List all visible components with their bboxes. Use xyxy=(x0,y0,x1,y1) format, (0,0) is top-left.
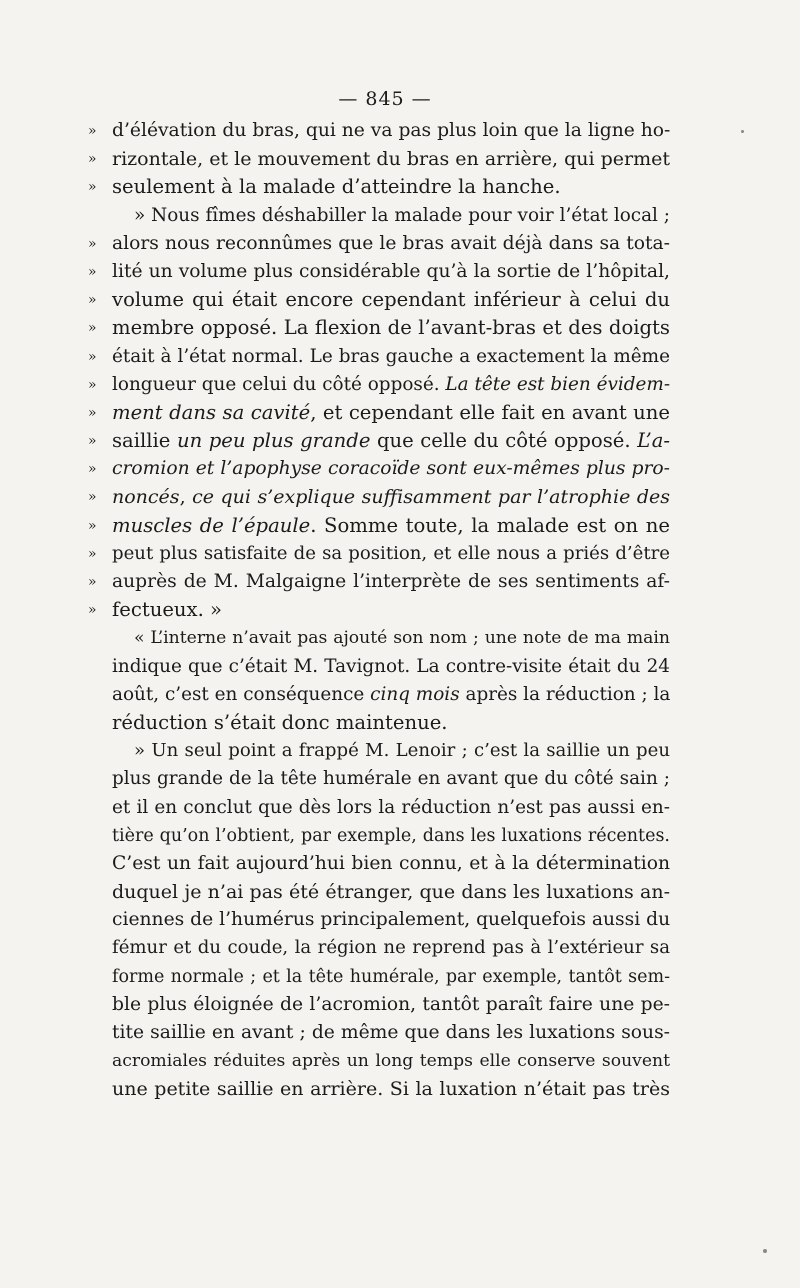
text-line xyxy=(112,794,670,822)
italic-text: ce qui s’explique suffisamment par l’atrophie des xyxy=(192,486,670,509)
italic-text: L’a- xyxy=(637,429,670,453)
text-line xyxy=(88,427,670,455)
quote-mark: » xyxy=(88,376,97,393)
quote-mark: » xyxy=(88,404,97,421)
text-run: d’élévation du bras, qui ne va pas plus loin que la ligne ho- xyxy=(112,120,671,141)
text-line xyxy=(112,878,670,906)
text-run: C’est un fait aujourd’hui bien connu, et à la détermination xyxy=(112,852,670,874)
quote-mark: » xyxy=(88,461,97,478)
text-line xyxy=(88,568,670,596)
text-line xyxy=(88,314,670,342)
text-line xyxy=(112,765,670,793)
quote-mark: » xyxy=(88,235,97,252)
quote-mark: » xyxy=(88,348,97,365)
italic-text: cinq mois xyxy=(370,683,460,705)
italic-text: cromion et l’apophyse coracoïde sont eux-mêmes plus pro- xyxy=(112,458,670,480)
quote-mark: » xyxy=(88,602,97,619)
quote-mark: » xyxy=(88,179,97,196)
text-run: rizontale, et le mouvement du bras en arrière, qui permet xyxy=(112,148,670,171)
text-line xyxy=(88,117,671,145)
text-line xyxy=(88,540,670,568)
italic-text: un peu plus grande xyxy=(176,429,371,453)
italic-text: muscles de l’épaule xyxy=(112,513,311,537)
text-run: . Somme toute, la malade est on ne xyxy=(310,513,670,537)
italic-text: ment dans sa cavité xyxy=(112,400,311,424)
text-run: acromiales réduites après un long temps elle conserve souvent xyxy=(112,1051,670,1072)
text-run: plus grande de la tête humérale en avant que du côté sain ; xyxy=(112,768,670,790)
text-line xyxy=(88,399,670,427)
text-line xyxy=(112,1075,670,1103)
text-line xyxy=(112,906,670,934)
text-run: duquel je n’ai pas été étranger, que dans les luxations an- xyxy=(112,881,670,904)
text-run: » Un seul point a frappé M. Lenoir ; c’est la saillie un peu xyxy=(134,740,670,762)
quote-mark: » xyxy=(88,263,97,280)
text-line xyxy=(112,709,670,737)
quote-mark: » xyxy=(88,489,97,506)
text-run: volume qui était encore cependant inférieur à celui du xyxy=(112,288,670,312)
text-run: une petite saillie en arrière. Si la luxation n’était pas très xyxy=(112,1078,670,1101)
text-run: seulement à la malade d’atteindre la hanche. xyxy=(112,175,561,199)
text-run: peut plus satisfaite de sa position, et elle nous a priés d’être xyxy=(112,542,670,564)
text-line xyxy=(112,822,670,850)
text-run: que celle du côté opposé. xyxy=(370,429,638,453)
text-line xyxy=(88,483,670,511)
text-line xyxy=(112,1047,670,1075)
quote-mark: » xyxy=(88,574,97,590)
text-run: août, c’est en conséquence xyxy=(112,683,371,705)
text-run: saillie xyxy=(112,429,177,453)
text-run: membre opposé. La flexion de l’avant-bras et des doigts xyxy=(112,316,670,340)
italic-text: La tête est bien évidem- xyxy=(445,373,671,395)
text-run: ciennes de l’humérus principalement, quelquefois aussi du xyxy=(112,909,671,931)
text-line xyxy=(112,681,670,709)
quote-mark: » xyxy=(88,123,97,139)
text-run: » Nous fîmes déshabiller la malade pour voir l’état local ; xyxy=(134,204,670,226)
text-run: auprès de M. Malgaigne l’interprète de ses sentiments af- xyxy=(112,571,670,592)
text-run: indique que c’était M. Tavignot. La contre-visite était du 24 xyxy=(112,655,670,677)
paper-speck xyxy=(741,130,744,133)
text-run: lité un volume plus considérable qu’à la sortie de l’hôpital, xyxy=(112,260,670,282)
text-line xyxy=(112,202,670,230)
text-line xyxy=(112,934,670,962)
quote-mark: » xyxy=(88,545,97,562)
quote-mark: » xyxy=(88,292,97,309)
quote-mark: » xyxy=(88,320,97,337)
quote-mark: » xyxy=(88,433,97,450)
text-run: , xyxy=(179,486,193,509)
text-line xyxy=(112,737,670,765)
text-run: « L’interne n’avait pas ajouté son nom ; une note de ma main xyxy=(134,628,670,649)
text-run: fémur et du coude, la région ne reprend pas à l’extérieur sa xyxy=(112,937,670,959)
text-line xyxy=(88,258,670,286)
text-line xyxy=(112,624,670,652)
text-line xyxy=(112,1019,670,1047)
text-line xyxy=(88,173,670,201)
text-line xyxy=(88,343,670,371)
text-line xyxy=(112,653,670,681)
text-run: ble plus éloignée de l’acromion, tantôt paraît faire une pe- xyxy=(112,993,670,1015)
page-number: — 845 — xyxy=(338,88,432,110)
text-line xyxy=(112,963,670,991)
text-run: fectueux. » xyxy=(112,598,223,622)
text-run: réduction s’était donc maintenue. xyxy=(112,710,448,734)
text-line xyxy=(88,512,670,540)
text-run: après la réduction ; la xyxy=(459,683,671,705)
body-text xyxy=(88,117,671,1104)
text-run: était à l’état normal. Le bras gauche a exactement la même xyxy=(112,345,670,367)
text-line xyxy=(88,230,670,258)
paper-speck xyxy=(763,1249,767,1253)
text-line xyxy=(88,596,670,624)
text-run: et il en conclut que dès lors la réduction n’est pas aussi en- xyxy=(112,796,670,818)
text-run: tite saillie en avant ; de même que dans les luxations sous- xyxy=(112,1022,670,1043)
text-run: forme normale ; et la tête humérale, par exemple, tantôt sem- xyxy=(112,966,670,987)
text-line xyxy=(112,991,670,1019)
text-line xyxy=(88,455,670,483)
text-line xyxy=(112,850,670,878)
quote-mark: » xyxy=(88,151,97,168)
quote-mark: » xyxy=(88,517,97,534)
text-line xyxy=(88,145,670,173)
italic-text: noncés xyxy=(112,486,180,509)
text-line xyxy=(88,286,670,314)
text-line xyxy=(88,371,671,399)
text-run: tière qu’on l’obtient, par exemple, dans les luxations récentes. xyxy=(112,825,670,846)
text-run: longueur que celui du côté opposé. xyxy=(112,373,446,395)
text-run: alors nous reconnûmes que le bras avait déjà dans sa tota- xyxy=(112,232,670,254)
text-run: , et cependant elle fait en avant une xyxy=(310,400,670,424)
